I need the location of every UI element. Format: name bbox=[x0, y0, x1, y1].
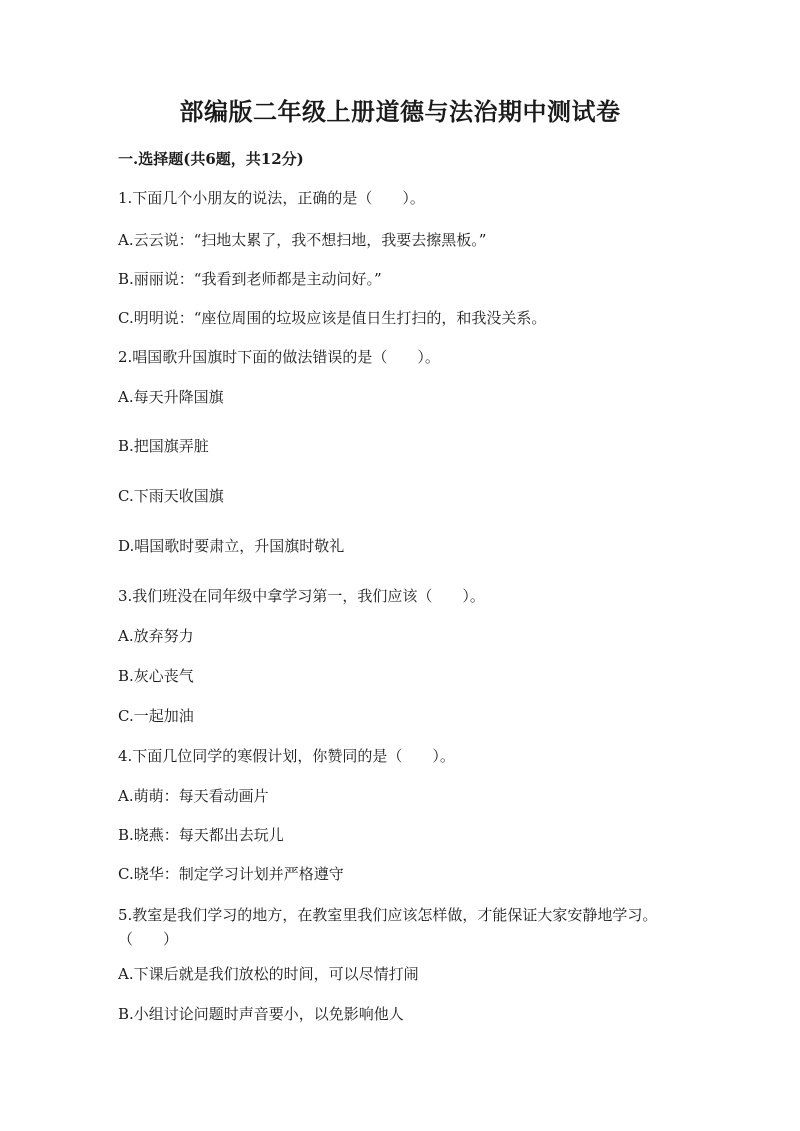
question-4-option-a: A.萌萌：每天看动画片 bbox=[118, 787, 269, 805]
question-3-option-a: A.放弃努力 bbox=[118, 627, 194, 645]
page-title: 部编版二年级上册道德与法治期中测试卷 bbox=[179, 97, 621, 126]
question-3-option-b: B.灰心丧气 bbox=[118, 667, 194, 685]
question-5-option-b: B.小组讨论问题时声音要小，以免影响他人 bbox=[118, 1005, 404, 1023]
question-1-option-b: B.丽丽说：“我看到老师都是主动问好。” bbox=[118, 270, 382, 288]
question-1-stem: 1.下面几个小朋友的说法，正确的是（ ）。 bbox=[118, 189, 425, 207]
question-2-option-d: D.唱国歌时要肃立，升国旗时敬礼 bbox=[118, 537, 345, 555]
question-4-stem: 4.下面几位同学的寒假计划，你赞同的是（ ）。 bbox=[118, 747, 455, 765]
question-3-option-c: C.一起加油 bbox=[118, 707, 194, 725]
question-1-option-c: C.明明说：“座位周围的垃圾应该是值日生打扫的，和我没关系。 bbox=[118, 309, 547, 327]
section-title: 一.选择题(共6题，共12分) bbox=[118, 150, 304, 168]
question-3-stem: 3.我们班没在同年级中拿学习第一，我们应该（ ）。 bbox=[118, 587, 485, 605]
question-1-option-a: A.云云说：“扫地太累了，我不想扫地，我要去擦黑板。” bbox=[118, 231, 487, 249]
question-4-option-b: B.晓燕：每天都出去玩儿 bbox=[118, 826, 284, 844]
question-2-option-b: B.把国旗弄脏 bbox=[118, 437, 209, 455]
question-2-option-a: A.每天升降国旗 bbox=[118, 388, 224, 406]
question-5-stem: 5.教室是我们学习的地方，在教室里我们应该怎样做，才能保证大家安静地学习。（ ） bbox=[118, 906, 658, 948]
question-2-stem: 2.唱国歌升国旗时下面的做法错误的是（ ）。 bbox=[118, 348, 440, 366]
question-4-option-c: C.晓华：制定学习计划并严格遵守 bbox=[118, 865, 344, 883]
question-2-option-c: C.下雨天收国旗 bbox=[118, 487, 224, 505]
question-5-option-a: A.下课后就是我们放松的时间，可以尽情打闹 bbox=[118, 965, 419, 983]
